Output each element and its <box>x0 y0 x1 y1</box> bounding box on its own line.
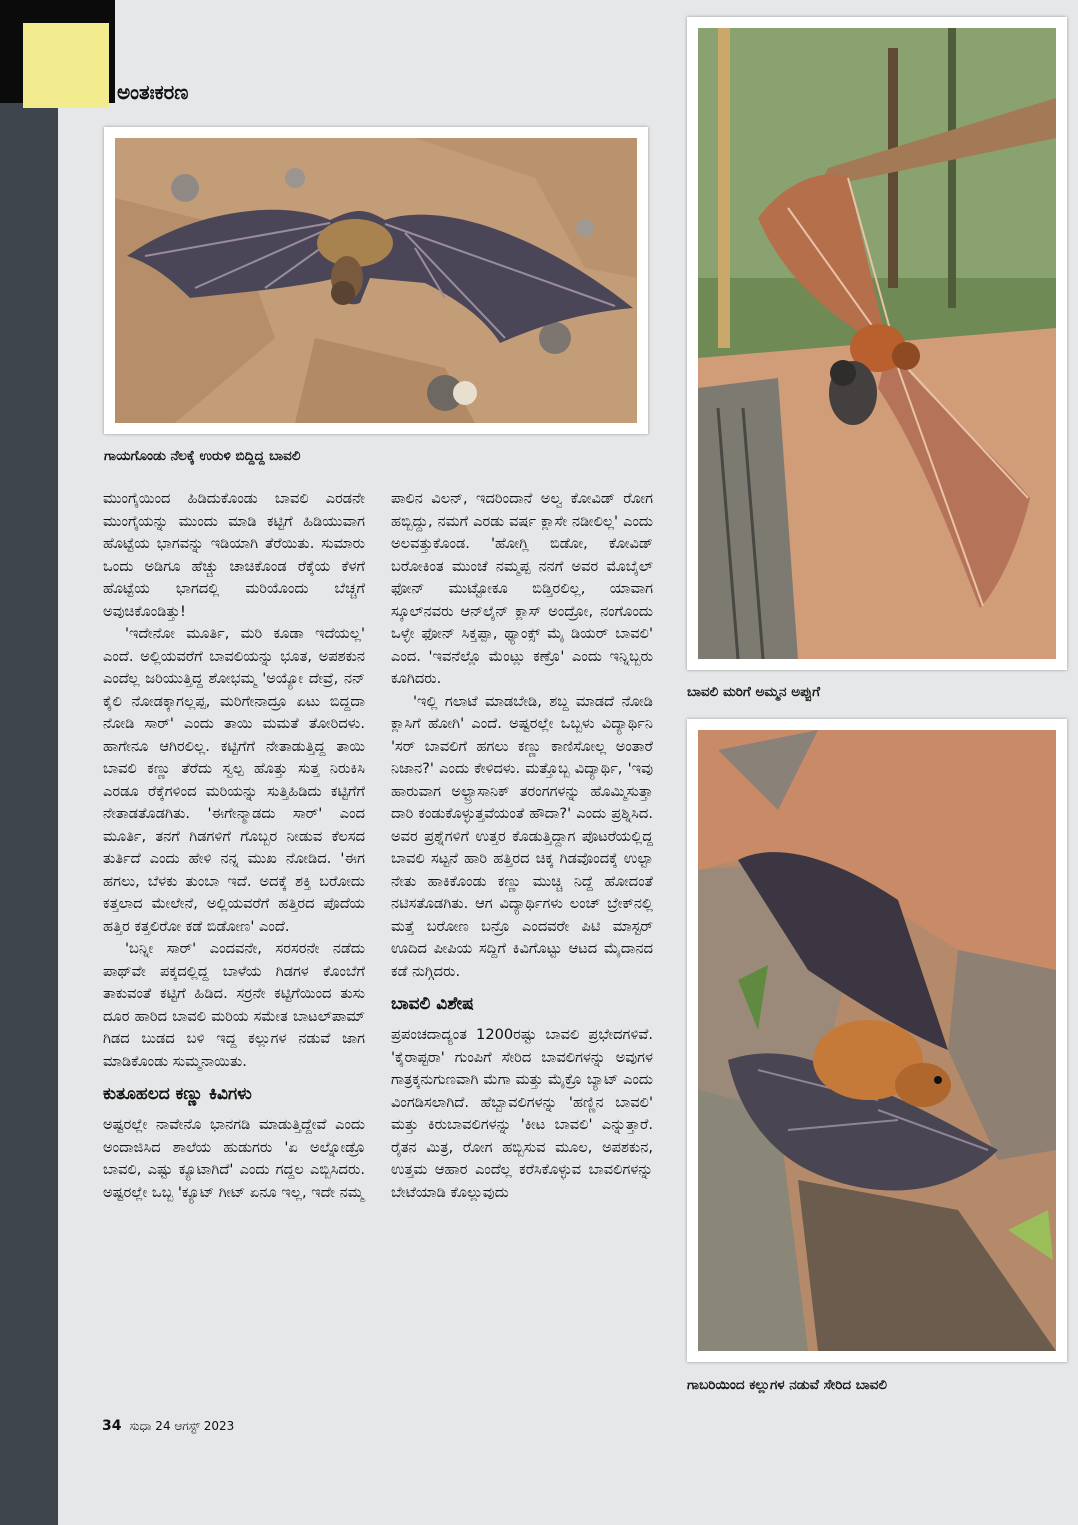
photo-bat-on-ground <box>104 127 648 434</box>
middle-paragraph-1: ಪಾಲಿನ ವಿಲನ್, ಇದರಿಂದಾನೆ ಅಲ್ವ ಕೋವಿಡ್ ರೋಗ ಹಬ್ಬಿದ್ದು, ನಮಗೆ ಎರಡು ವರ್ಷ ಕ್ಲಾಸೇ ನಡೀಲಿಲ್ಲ' ಎಂದು ಅಲವತ್ತುಕೊಂಡ. 'ಹೋಗ್ಲಿ ಬಿಡೋ, ಕೋವಿಡ್ ಬರೋಕಿಂತ ಮುಂಚೆ ನಮ್ಮಪ್ಪ ನನಗೆ ಅವರ ಮೊಬೈಲ್ ಫೋನ್ ಮುಟ್ಟೋಕೂ ಬಿಡ್ತಿರಲಿಲ್ಲ, ಯಾವಾಗ ಸ್ಕೂಲ್‌ನವರು ಆನ್‌ಲೈನ್ ಕ್ಲಾಸ್ ಅಂದ್ರೋ, ನಂಗೊಂದು ಒಳ್ಳೇ ಫೋನ್ ಸಿಕ್ತಪ್ಪಾ, ಥ್ಯಾಂಕ್ಸ್ ಮೈ ಡಿಯರ್ ಬಾವಲಿ' ಎಂದ. 'ಇವನೆಲ್ಲೊ ಮೆಂಟ್ಲು ಕಣ್ರೊ' ಎಂದು ಇನ್ನಿಬ್ಬರು ಕೂಗಿದರು. <box>391 490 653 687</box>
middle-subheading: ಬಾವಲಿ ವಿಶೇಷ <box>391 994 474 1014</box>
caption-right-top-photo: ಬಾವಲಿ ಮರಿಗೆ ಅಮ್ಮನ ಅಪ್ಪುಗೆ <box>687 684 821 700</box>
photo-bat-between-rocks <box>687 719 1067 1362</box>
left-paragraph-3: 'ಬನ್ನೀ ಸಾರ್' ಎಂದವನೇ, ಸರಸರನೇ ನಡೆದು ಪಾಥ್‌ವೇ ಪಕ್ಕದಲ್ಲಿದ್ದ ಬಾಳೆಯ ಗಿಡಗಳ ಕೊಂಬೆಗೆ ತಾಕುವಂತೆ ಕಟ್ಟಿಗೆ ಹಿಡಿದ. ಸರ್ರನೇ ಕಟ್ಟಿಗೆಯಿಂದ ತುಸು ದೂರ ಹಾರಿದ ಬಾವಲಿ ಮರಿಯ ಸಮೇತ ಬಾಟಲ್‌ಪಾಮ್ ಗಿಡದ ಬುಡದ ಬಳಿ ಇದ್ದ ಕಲ್ಲುಗಳ ನಡುವೆ ಜಾಗ ಮಾಡಿಕೊಂಡು ಸುಮ್ಮನಾಯಿತು. <box>103 940 365 1070</box>
bat-with-pup-illustration <box>698 28 1056 659</box>
middle-paragraph-2: 'ಇಲ್ಲಿ ಗಲಾಟೆ ಮಾಡಬೇಡಿ, ಶಬ್ದ ಮಾಡದೆ ನೋಡಿ ಕ್ಲಾಸಿಗೆ ಹೋಗಿ' ಎಂದೆ. ಅಷ್ಟರಲ್ಲೇ ಒಬ್ಬಳು ವಿದ್ಯಾರ್ಥಿನಿ 'ಸರ್ ಬಾವಲಿಗೆ ಹಗಲು ಕಣ್ಣು ಕಾಣಿಸೋಲ್ಲ ಅಂತಾರೆ ನಿಜಾನ?' ಎಂದು ಕೇಳಿದಳು. ಮತ್ತೊಬ್ಬ ವಿದ್ಯಾರ್ಥಿ, 'ಇವು ಹಾರುವಾಗ ಅಲ್ಟ್ರಾಸಾನಿಕ್ ತರಂಗಗಳನ್ನು ಹೊಮ್ಮಿಸುತ್ತಾ ದಾರಿ ಕಂಡುಕೊಳ್ಳುತ್ತವೆಯಂತೆ ಹೌದಾ?' ಎಂದು ಪ್ರಶ್ನಿಸಿದ. ಅವರ ಪ್ರಶ್ನೆಗಳಿಗೆ ಉತ್ತರ ಕೊಡುತ್ತಿದ್ದಾಗ ಪೊಟರೆಯಲ್ಲಿದ್ದ ಬಾವಲಿ ಸಟ್ಟನೆ ಹಾರಿ ಹತ್ತಿರದ ಚಿಕ್ಕ ಗಿಡವೊಂದಕ್ಕೆ ಉಲ್ಟಾ ನೇತು ಹಾಕಿಕೊಂಡು ಕಣ್ಣು ಮುಚ್ಚಿ ನಿದ್ದೆ ಹೋದಂತೆ ನಟಿಸತೊಡಗಿತು. ಆಗ ವಿದ್ಯಾರ್ಥಿಗಳು ಲಂಚ್ ಬ್ರೇಕ್‌ನಲ್ಲಿ ಮತ್ತೆ ಬರೋಣ ಬನ್ರೊ ಎಂದವರೇ ಪಿಟಿ ಮಾಸ್ಟರ್ ಊದಿದ ಪೀಪಿಯ ಸದ್ದಿಗೆ ಕಿವಿಗೊಟ್ಟು ಆಟದ ಮೈದಾನದ ಕಡೆ ನುಗ್ಗಿದರು. <box>391 692 653 980</box>
bat-between-rocks-illustration <box>698 730 1056 1351</box>
left-paragraph-4: ಅಷ್ಟರಲ್ಲೇ ನಾವೇನೊ ಭಾನಗಡಿ ಮಾಡುತ್ತಿದ್ದೇವೆ ಎಂದು ಅಂದಾಜಿಸಿದ ಶಾಲೆಯ ಹುಡುಗರು 'ಏ ಅಲ್ನೋಡ್ರೊ ಬಾವಲಿ, ಎಷ್ಟು ಕ್ಯೂಟಾಗಿದೆ' ಎಂದು ಗದ್ದಲ ಎಬ್ಬಿಸಿದರು. ಅಷ್ಟರಲ್ಲೇ ಒಬ್ಬ 'ಕ್ಯೂಟ್ ಗೀಟ್ ಏನೂ ಇಲ್ಲ, ಇದೇ ನಮ್ಮ <box>103 1116 365 1201</box>
caption-top-photo: ಗಾಯಗೊಂಡು ನೆಲಕ್ಕೆ ಉರುಳಿ ಬಿದ್ದಿದ್ದ ಬಾವಲಿ <box>104 448 301 464</box>
page-footer <box>102 1418 234 1434</box>
section-marker <box>23 23 109 108</box>
photo-bat-with-pup <box>687 17 1067 670</box>
left-paragraph-2: 'ಇದೇನೋ ಮೂರ್ತಿ, ಮರಿ ಕೂಡಾ ಇದೆಯಲ್ಲ' ಎಂದೆ. ಅಲ್ಲಿಯವರೆಗೆ ಬಾವಲಿಯನ್ನು ಭೂತ, ಅಪಶಕುನ ಎಂದೆಲ್ಲ ಜರಿಯುತ್ತಿದ್ದ ಶೋಭಮ್ಮ 'ಅಯ್ಯೋ ದೇವ್ರೆ, ನನ್ ಕೈಲಿ ನೋಡಕ್ಕಾಗಲ್ಲಪ್ಪ, ಮರಿಗೇನಾದ್ರೂ ಏಟು ಬಿದ್ದದಾ ನೋಡಿ ಸಾರ್' ಎಂದು ತಾಯಿ ಮಮತೆ ತೋರಿದಳು. ಹಾಗೇನೂ ಆಗಿರಲಿಲ್ಲ. ಕಟ್ಟಿಗೆಗೆ ನೇತಾಡುತ್ತಿದ್ದ ತಾಯಿ ಬಾವಲಿ ಕಣ್ಣು ತೆರೆದು ಸ್ವಲ್ಪ ಹೊತ್ತು ಸುತ್ತ ನಿರುಕಿಸಿ ಎರಡೂ ರೆಕ್ಕೆಗಳಿಂದ ಮರಿಯನ್ನು ಸುತ್ತಿಹಿಡಿದು ಕಟ್ಟಿಗೆಗೆ ನೇತಾಡತೊಡಗಿತು. 'ಈಗೇನ್ಮಾಡದು ಸಾರ್' ಎಂದ ಮೂರ್ತಿ, ತನಗೆ ಗಿಡಗಳಿಗೆ ಗೊಬ್ಬರ ನೀಡುವ ಕೆಲಸದ ತುರ್ತಿದೆ ಎಂದು ಹೇಳಿ ನನ್ನ ಮುಖ ನೋಡಿದ. 'ಈಗ ಹಗಲು, ಬೆಳಕು ತುಂಬಾ ಇದೆ. ಅದಕ್ಕೆ ಶಕ್ತಿ ಬರೋದು ಕತ್ತಲಾದ ಮೇಲೇನೆ, ಅಲ್ಲಿಯವರೆಗೆ ಹತ್ತಿರದ ಪೊದೆಯ ಹತ್ತಿರ ಕತ್ತಲಿರೋ ಕಡೆ ಬಿಡೋಣ' ಎಂದೆ. <box>103 625 365 935</box>
middle-paragraph-3: ಪ್ರಪಂಚದಾದ್ಯಂತ 1200ರಷ್ಟು ಬಾವಲಿ ಪ್ರಭೇದಗಳಿವೆ. 'ಕೈರಾಪ್ಟರಾ' ಗುಂಪಿಗೆ ಸೇರಿದ ಬಾವಲಿಗಳನ್ನು ಅವುಗಳ ಗಾತ್ರಕ್ಕನುಗುಣವಾಗಿ ಮೆಗಾ ಮತ್ತು ಮೈಕ್ರೊ ಬ್ಯಾಟ್ ಎಂದು ವಿಂಗಡಿಸಲಾಗಿದೆ. ಹೆಬ್ಬಾವಲಿಗಳನ್ನು 'ಹಣ್ಣಿನ ಬಾವಲಿ' ಮತ್ತು ಕಿರುಬಾವಲಿಗಳನ್ನು 'ಕೀಟ ಬಾವಲಿ' ಎನ್ನುತ್ತಾರೆ. ರೈತನ ಮಿತ್ರ, ರೋಗ ಹಬ್ಬಿಸುವ ಮೂಲ, ಅಪಶಕುನ, ಉತ್ತಮ ಆಹಾರ ಎಂದೆಲ್ಲ ಕರೆಸಿಕೊಳ್ಳುವ ಬಾವಲಿಗಳನ್ನು ಬೇಟೆಯಾಡಿ ಕೊಲ್ಲುವುದು <box>391 1026 653 1201</box>
left-paragraph-1: ಮುಂಗೈಯಿಂದ ಹಿಡಿದುಕೊಂಡು ಬಾವಲಿ ಎರಡನೇ ಮುಂಗೈಯನ್ನು ಮುಂದು ಮಾಡಿ ಕಟ್ಟಿಗೆ ಹಿಡಿಯುವಾಗ ಹೊಟ್ಟೆಯ ಭಾಗವನ್ನು ಇಡಿಯಾಗಿ ತೆರೆಯಿತು. ಸುಮಾರು ಒಂದು ಅಡಿಗೂ ಹೆಚ್ಚು ಚಾಚಿಕೊಂಡ ರೆಕ್ಕೆಯ ಕೆಳಗೆ ಹೊಟ್ಟೆಯ ಭಾಗದಲ್ಲಿ ಮರಿಯೊಂದು ಬೆಚ್ಚಗೆ ಅವುಚಿಕೊಂಡಿತ್ತು! <box>103 490 365 620</box>
middle-text-column <box>391 488 653 1204</box>
bat-on-ground-illustration <box>115 138 637 423</box>
left-text-column <box>103 488 365 1204</box>
page-number: 34 <box>102 1418 122 1434</box>
left-sidebar-band <box>0 0 58 1525</box>
left-subheading: ಕುತೂಹಲದ ಕಣ್ಣು ಕಿವಿಗಳು <box>103 1084 252 1104</box>
publication-date: ಸುಧಾ 24 ಆಗಸ್ಟ್ 2023 <box>129 1419 235 1433</box>
caption-right-bottom-photo: ಗಾಬರಿಯಿಂದ ಕಲ್ಲುಗಳ ನಡುವೆ ಸೇರಿದ ಬಾವಲಿ <box>687 1377 887 1393</box>
section-label: ಅಂತಃಕರಣ <box>117 80 189 104</box>
